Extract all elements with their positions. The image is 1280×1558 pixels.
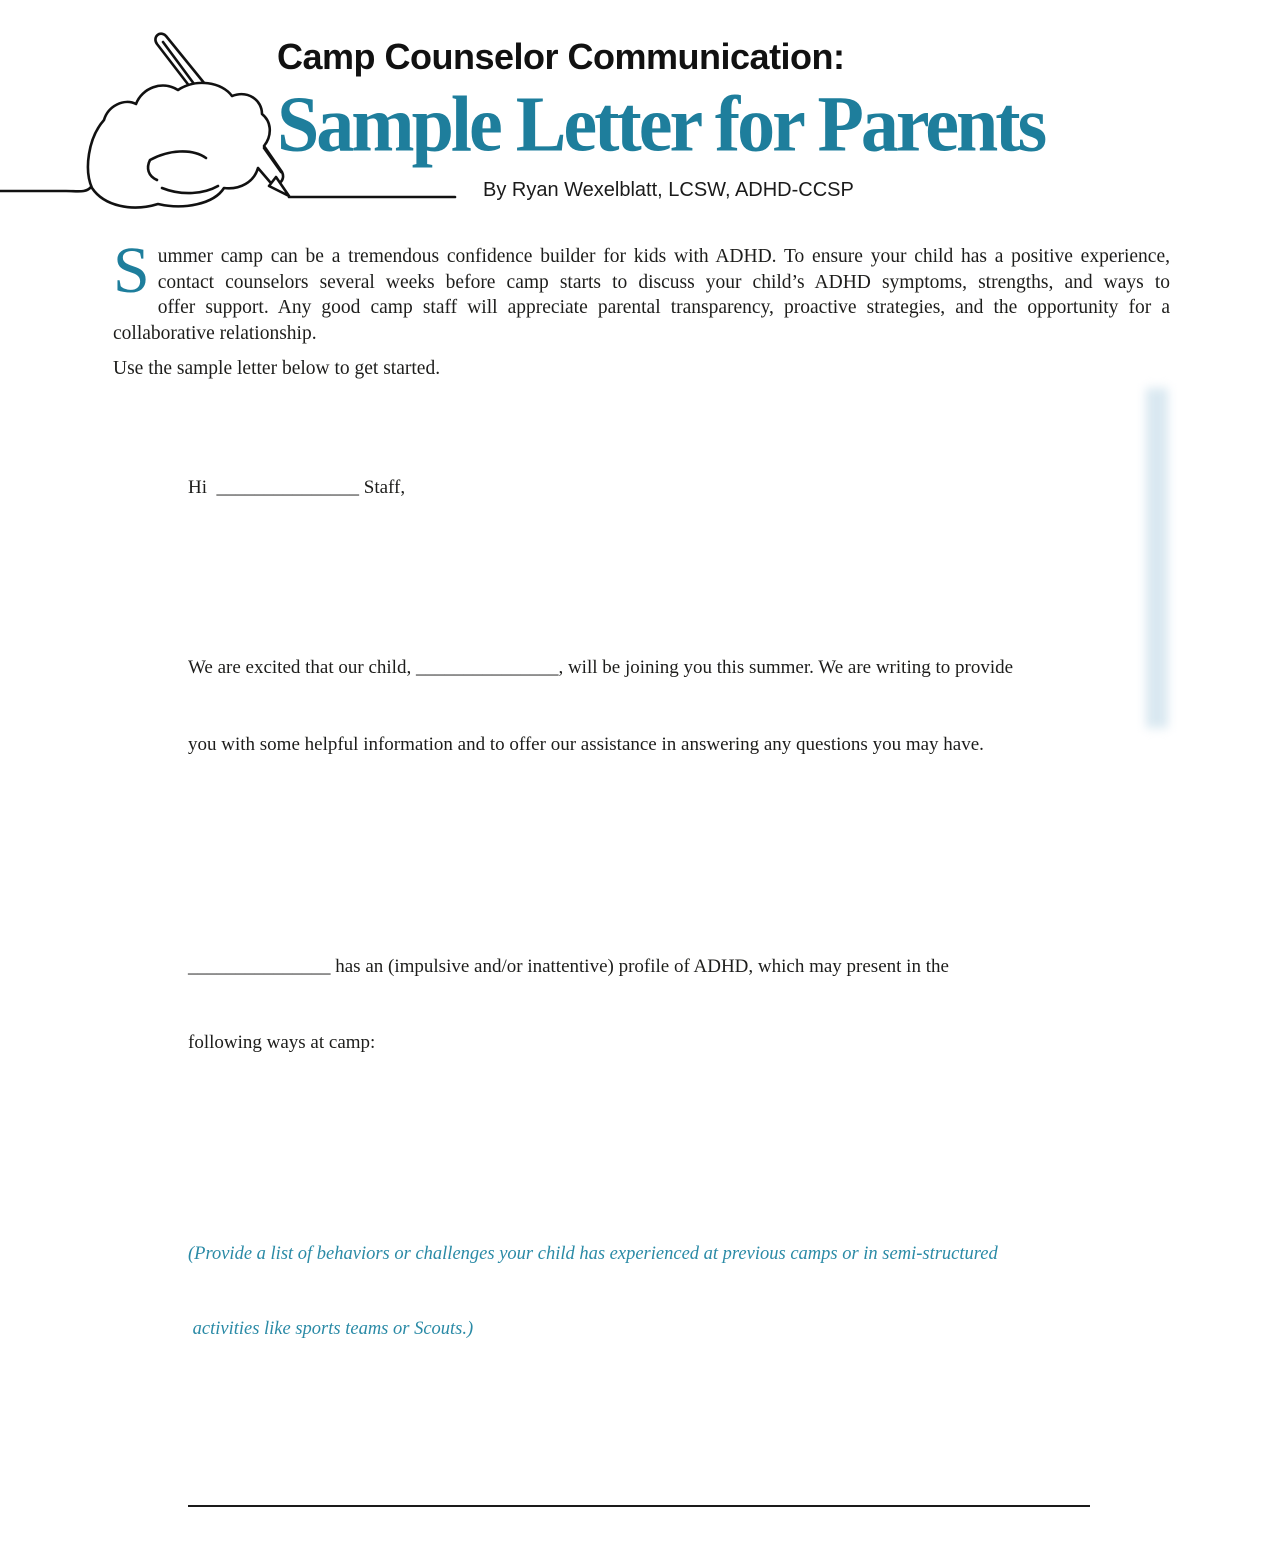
intro-line-1: ummer camp can be a tremendous confidence builder for kids with ADHD. To ensure your child has a positive experience,	[157, 246, 1170, 267]
note-line-1: (Provide a list of behaviors or challenges your child has experienced at previous camps or in semi-structured	[188, 1244, 998, 1264]
decorative-stripe	[1146, 388, 1168, 728]
letter-p1-line-1: We are excited that our child, _______________, will be joining you this summer. We are writing to provide	[188, 657, 1014, 678]
drop-cap: S	[113, 234, 150, 307]
cta-text: Use the sample letter below to get started.	[113, 358, 441, 379]
sample-letter	[188, 424, 1090, 1558]
letter-salutation: Hi _______________ Staff,	[188, 477, 406, 498]
fill-in-blank-rule	[188, 1505, 1090, 1507]
intro-line-2: contact counselors several weeks before camp starts to discuss your child’s ADHD symptoms, strengths, and ways to	[157, 271, 1170, 293]
letter-p1-line-2: you with some helpful information and to offer our assistance in answering any questions you may have.	[188, 733, 984, 755]
letter-p2-line-2: following ways at camp:	[188, 1032, 376, 1053]
byline: By Ryan Wexelblatt, LCSW, ADHD-CCSP	[483, 179, 854, 201]
intro-paragraph	[113, 234, 1170, 346]
intro-line-3: offer support. Any good camp staff will appreciate parental transparency, proactive strategies, and the opportunity for a	[157, 297, 1170, 318]
intro-line-4: collaborative relationship.	[113, 322, 317, 344]
letter-paragraph-2	[188, 903, 1090, 1107]
letter-instruction-note	[188, 1192, 1090, 1392]
letter-p2-line-1: _______________ has an (impulsive and/or inattentive) profile of ADHD, which may present in the	[188, 955, 949, 977]
page-title: Sample Letter for Parents	[277, 81, 1045, 169]
kicker-heading: Camp Counselor Communication:	[277, 36, 845, 77]
letter-paragraph-1	[188, 604, 1090, 808]
note-line-2: activities like sports teams or Scouts.)	[188, 1319, 474, 1339]
